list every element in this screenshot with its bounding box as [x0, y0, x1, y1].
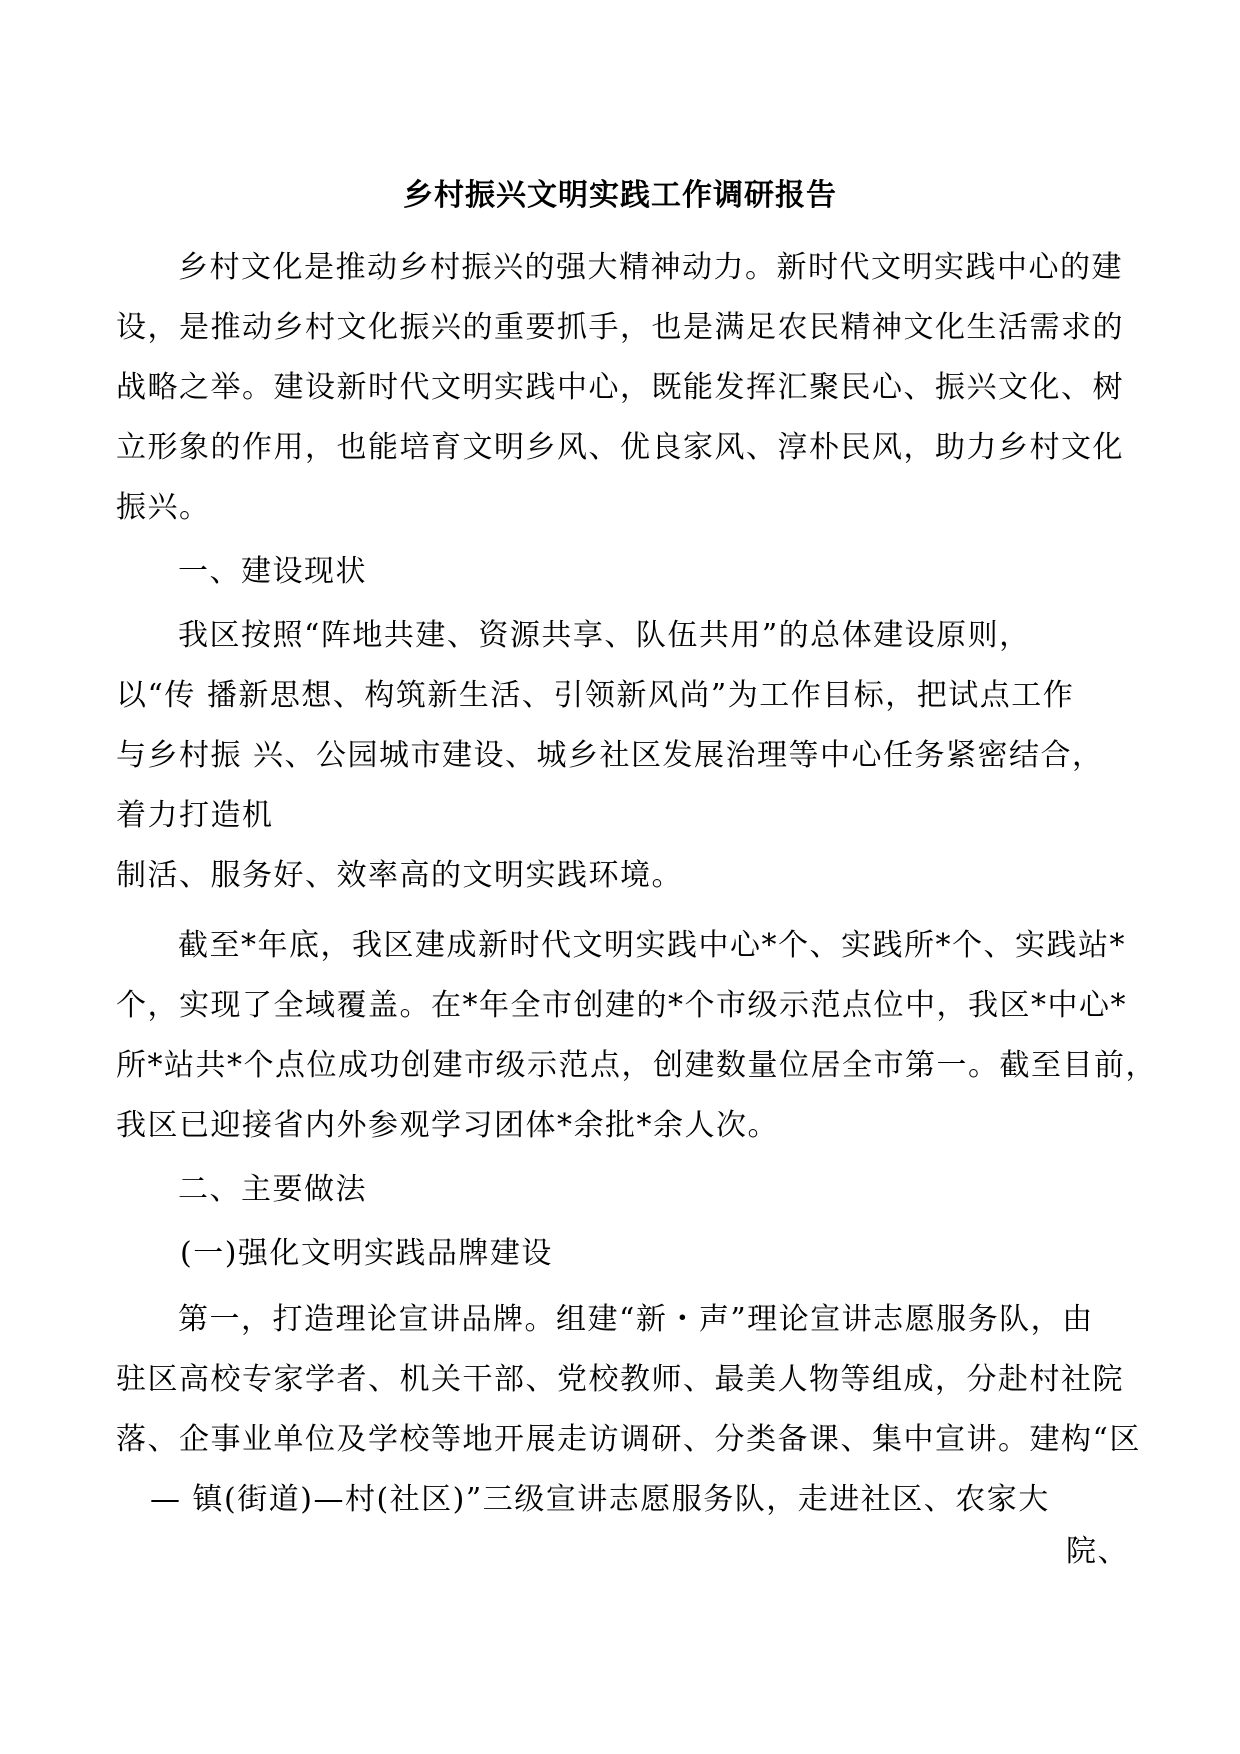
subsection1-para1-line-2: 驻区高校专家学者、机关干部、党校教师、最美人物等组成，分赴村社院 [116, 1362, 1124, 1397]
section1-para1-line-2: 以“传 播新思想、构筑新生活、引领新风尚”为工作目标，把试点工作 [116, 678, 1075, 713]
subsection1-para1-line-1: 第一，打造理论宣讲品牌。组建“新・声”理论宣讲志愿服务队，由 [178, 1302, 1094, 1337]
section-heading-1: 一、建设现状 [178, 554, 367, 589]
section1-para2-line-3: 所*站共*个点位成功创建市级示范点，创建数量位居全市第一。截至目前， [116, 1048, 1157, 1083]
subsection1-para1-line-3: 落、企事业单位及学校等地开展走访调研、分类备课、集中宣讲。建构“区 [116, 1422, 1141, 1457]
subsection1-para1-line-4: — 镇(街道)—村(社区)”三级宣讲志愿服务队，走进社区、农家大 [150, 1482, 1050, 1517]
section1-para2-line-1: 截至*年底，我区建成新时代文明实践中心*个、实践所*个、实践站* [178, 928, 1126, 963]
section-heading-2: 二、主要做法 [178, 1172, 367, 1207]
section1-para1-line-3: 与乡村振 兴、公园城市建设、城乡社区发展治理等中心任务紧密结合， [116, 738, 1104, 773]
section1-para1-line-1: 我区按照“阵地共建、资源共享、队伍共用”的总体建设原则， [178, 618, 1031, 653]
intro-line-3: 战略之举。建设新时代文明实践中心，既能发挥汇聚民心、振兴文化、树 [116, 370, 1124, 405]
section1-para2-line-4: 我区已迎接省内外参观学习团体*余批*余人次。 [116, 1108, 779, 1143]
intro-line-2: 设，是推动乡村文化振兴的重要抓手，也是满足农民精神文化生活需求的 [116, 310, 1124, 345]
intro-line-4: 立形象的作用，也能培育文明乡风、优良家风、淳朴民风，助力乡村文化 [116, 430, 1124, 465]
subsection1-para1-line-5: 院、 [1066, 1534, 1129, 1569]
intro-line-5: 振兴。 [116, 490, 211, 525]
document-title: 乡村振兴文明实践工作调研报告 [403, 178, 837, 213]
subsection-heading-1: (一)强化文明实践品牌建设 [180, 1236, 553, 1271]
intro-line-1: 乡村文化是推动乡村振兴的强大精神动力。新时代文明实践中心的建 [178, 250, 1123, 285]
section1-para1-line-4: 着力打造机 [116, 798, 274, 833]
section1-para1-line-5: 制活、服务好、效率高的文明实践环境。 [116, 858, 683, 893]
section1-para2-line-2: 个，实现了全域覆盖。在*年全市创建的*个市级示范点位中，我区*中心* [116, 988, 1127, 1023]
